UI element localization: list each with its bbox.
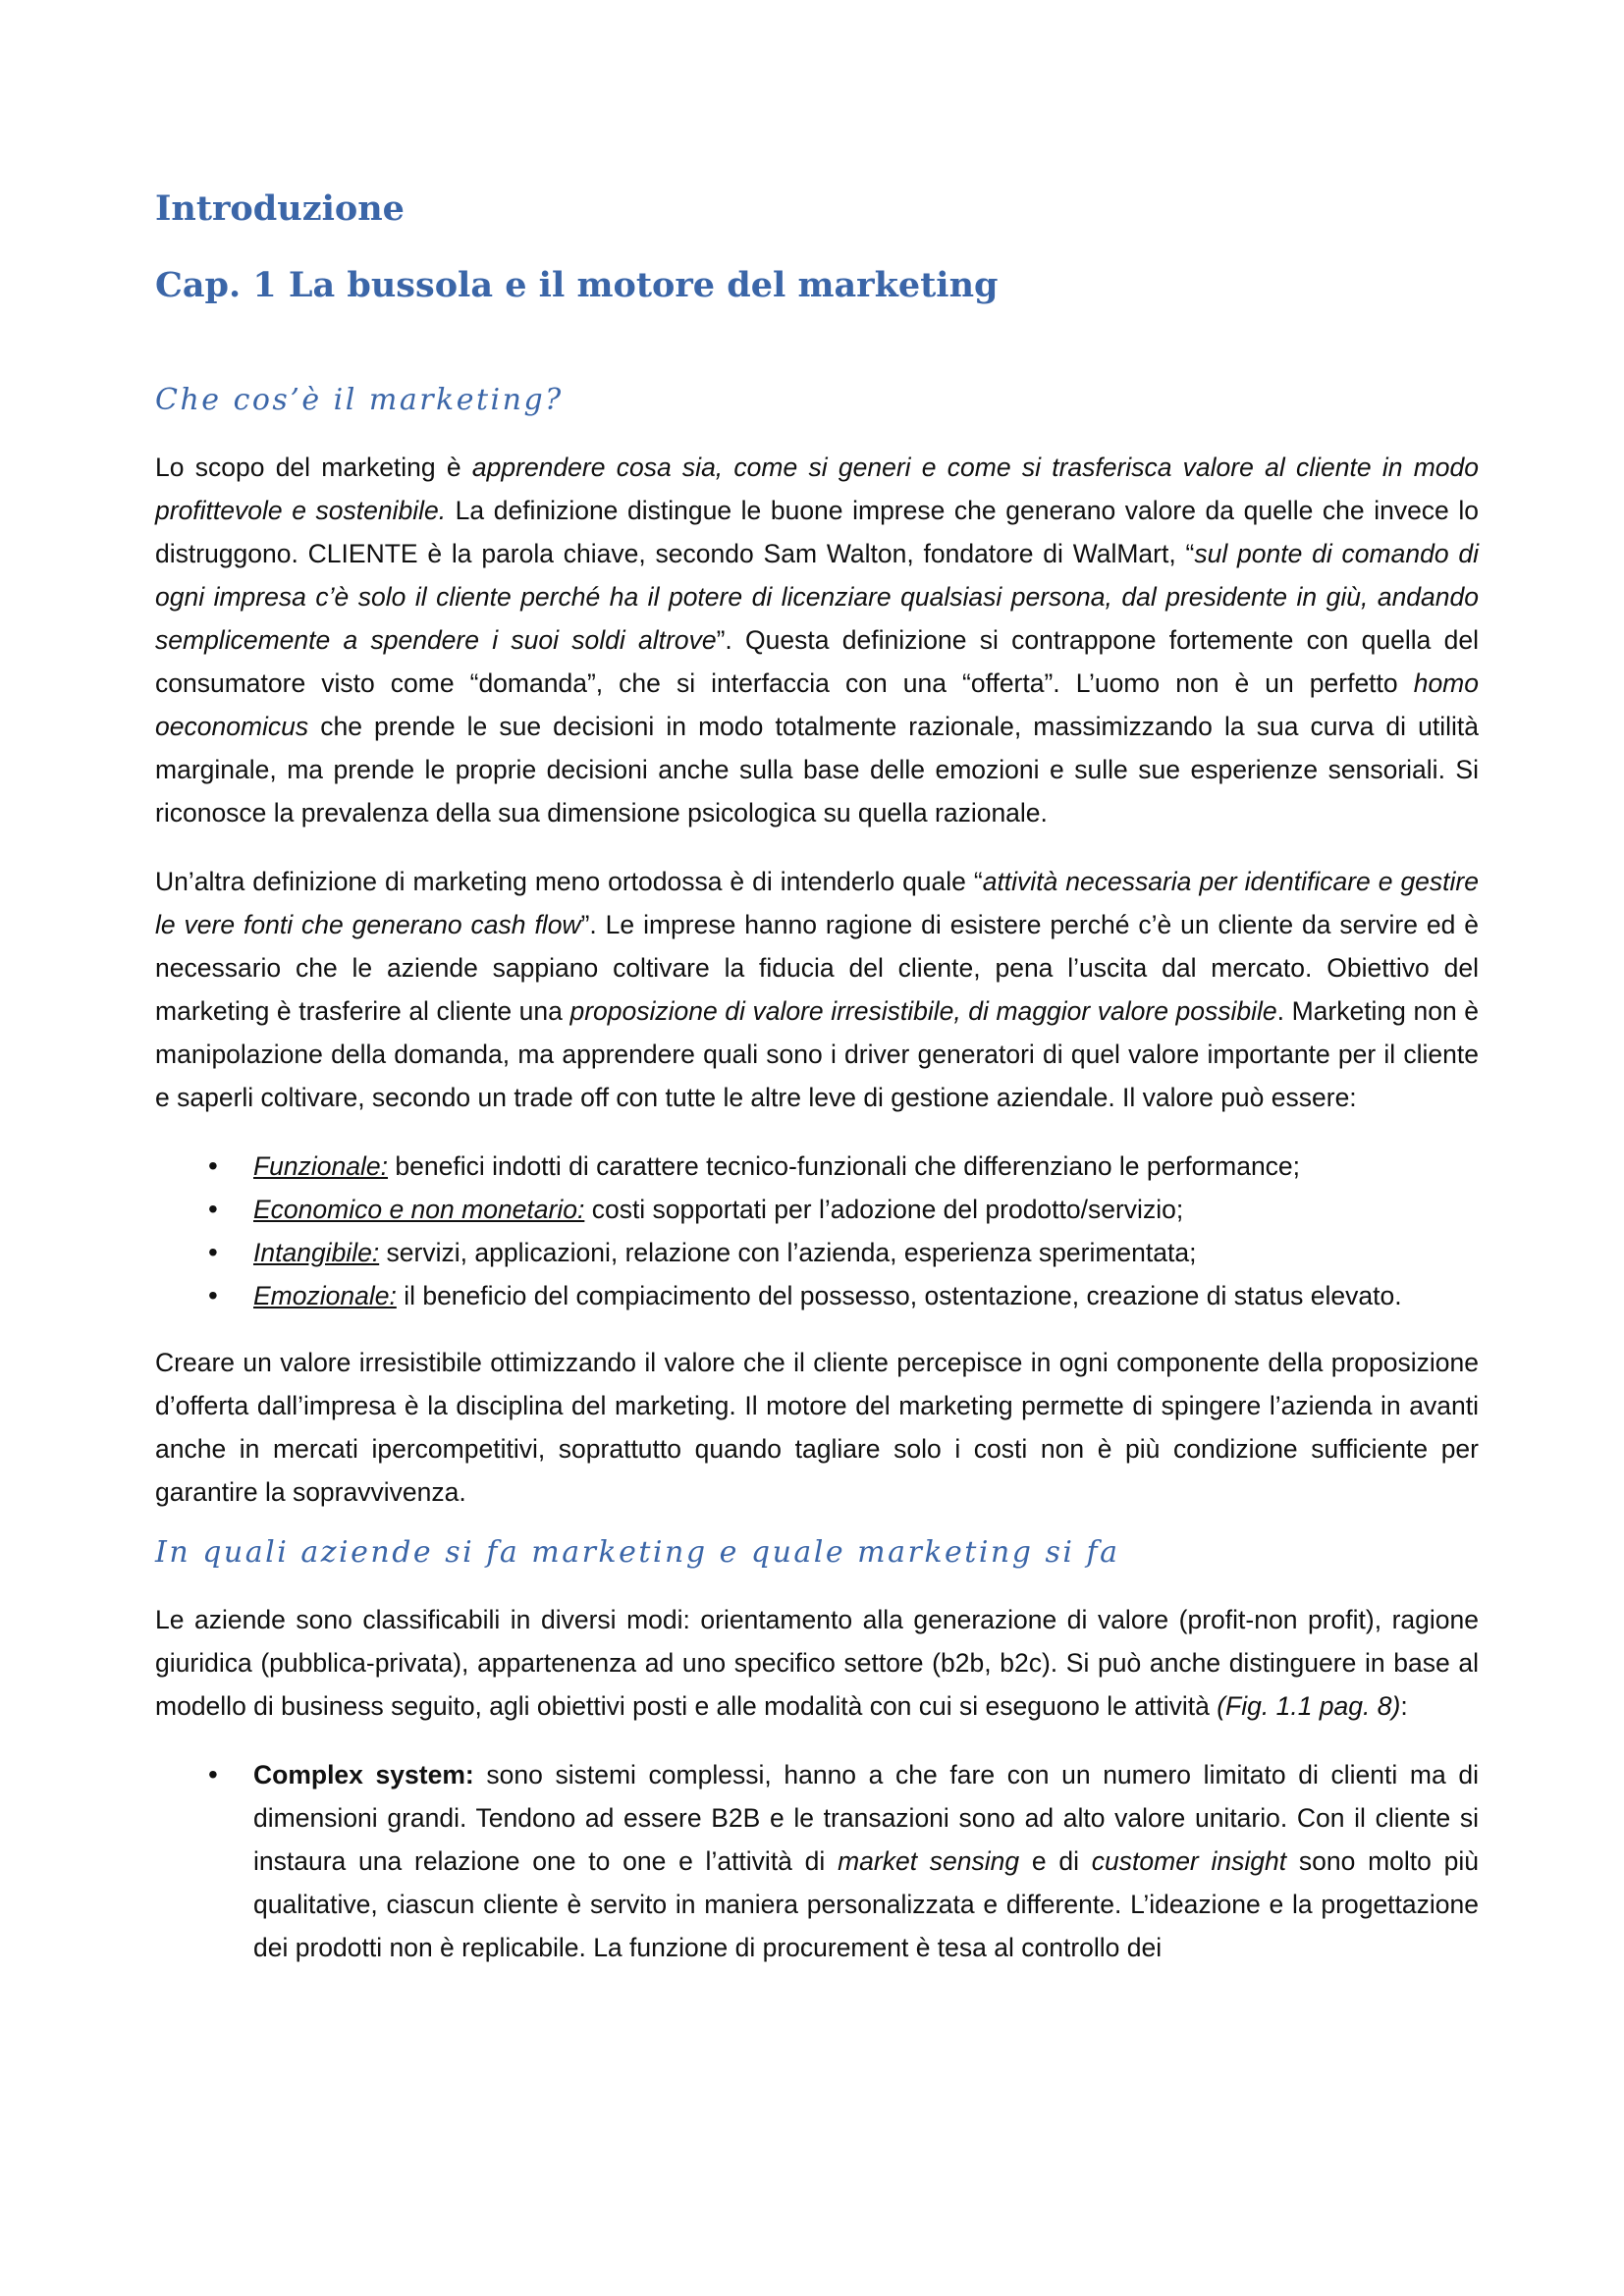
- paragraph-company-classification: Le aziende sono classificabili in diversi modi: orientamento alla generazione di valore (profit-non profit), ragione giuridica (pubblica-privata), appartenenza ad uno specifico settore (b2b, b2c). Si può anche distinguere in base al modello di business seguito, agli obiettivi posti e alle modalità con cui si eseguono le attività (Fig. 1.1 pag. 8):: [155, 1605, 1479, 1721]
- paragraph-purpose: Lo scopo del marketing è apprendere cosa sia, come si generi e come si trasferisca valore al cliente in modo profittevole e sostenibile. La definizione distingue le buone imprese che generano valore da quelle che invece lo distruggono. CLIENTE è la parola chiave, secondo Sam Walton, fondatore di WalMart, “sul ponte di comando di ogni impresa c’è solo il cliente perché ha il potere di licenziare qualsiasi persona, dal presidente in giù, andando semplicemente a spendere i suoi soldi altrove”. Questa definizione si contrappone fortemente con quella del consumatore visto come “domanda”, che si interfaccia con una “offerta”. L’uomo non è un perfetto homo oeconomicus che prende le sue decisioni in modo totalmente razionale, massimizzando la sua curva di utilità marginale, ma prende le proprie decisioni anche sulla base delle emozioni e sulle sue esperienze sensoriali. Si riconosce la prevalenza della sua dimensione psicologica su quella razionale.: [155, 453, 1479, 828]
- list-item: • Emozionale: il beneficio del compiacimento del possesso, ostentazione, creazione di status elevato.: [253, 1274, 1479, 1317]
- section-heading-which-companies: In quali aziende si fa marketing e quale marketing si fa: [155, 1535, 1120, 1570]
- list-item: • Funzionale: benefici indotti di carattere tecnico-funzionali che differenziano le performance;: [253, 1145, 1479, 1188]
- document-page: [155, 187, 1479, 1969]
- section-heading-what-is-marketing: Che cos’è il marketing?: [155, 383, 564, 417]
- list-item: • Economico e non monetario: costi sopportati per l’adozione del prodotto/servizio;: [253, 1188, 1479, 1231]
- bullet-icon: •: [208, 1759, 218, 1789]
- chapter-title: Cap. 1 La bussola e il motore del marketing: [155, 265, 999, 305]
- bullet-icon: •: [208, 1237, 218, 1267]
- paragraph-alt-definition: Un’altra definizione di marketing meno ortodossa è di intenderlo quale “attività necessaria per identificare e gestire le vere fonti che generano cash flow”. Le imprese hanno ragione di esistere perché c’è un cliente da servire ed è necessario che le aziende sappiano coltivare la fiducia del cliente, pena l’uscita dal mercato. Obiettivo del marketing è trasferire al cliente una proposizione di valore irresistibile, di maggior valore possibile. Marketing non è manipolazione della domanda, ma apprendere quali sono i driver generatori di quel valore importante per il cliente e saperli coltivare, secondo un trade off con tutte le altre leve di gestione aziendale. Il valore può essere:: [155, 867, 1479, 1112]
- value-types-list: [155, 1145, 1479, 1317]
- list-item: • Complex system: sono sistemi complessi, hanno a che fare con un numero limitato di clienti ma di dimensioni grandi. Tendono ad essere B2B e le transazioni sono ad alto valore unitario. Con il cliente si instaura una relazione one to one e l’attività di market sensing e di customer insight sono molto più qualitative, ciascun cliente è servito in maniera personalizzata e differente. L’ideazione e la progettazione dei prodotti non è replicabile. La funzione di procurement è tesa al controllo dei: [253, 1753, 1479, 1969]
- list-item: • Intangibile: servizi, applicazioni, relazione con l’azienda, esperienza sperimentata;: [253, 1231, 1479, 1274]
- bullet-icon: •: [208, 1194, 218, 1224]
- heading-introduction: Introduzione: [155, 188, 405, 229]
- company-types-list: [155, 1753, 1479, 1969]
- paragraph-irresistible-value: Creare un valore irresistibile ottimizzando il valore che il cliente percepisce in ogni componente della proposizione d’offerta dall’impresa è la disciplina del marketing. Il motore del marketing permette di spingere l’azienda in avanti anche in mercati ipercompetitivi, soprattutto quando tagliare solo i costi non è più condizione sufficiente per garantire la sopravvivenza.: [155, 1348, 1479, 1507]
- bullet-icon: •: [208, 1150, 218, 1181]
- bullet-icon: •: [208, 1280, 218, 1310]
